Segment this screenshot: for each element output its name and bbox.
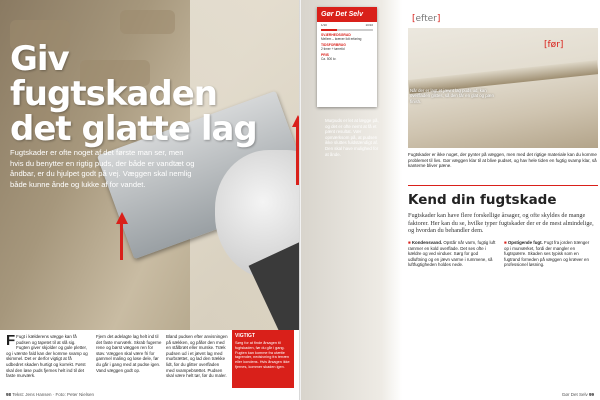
photo-caption-below: Fugtskader er ikke noget, der pynter på væggen, men med det rigtige materiale kan du komme problemet til livs. Gør væggen klar til at blive pudset, og hav hele tiden en fugtig svamp klar, så kanterne bliver pæne. — [408, 152, 597, 169]
divider — [408, 185, 598, 186]
column-text: Fjern det ødelagte lag helt ind til det faste murværk. Skrab fugerne rene og børst væggen ren for støv. Væggen skal være fri for gammel maling og løse dele, før du går i gang med at pudse igen. Vand væggen godt op. — [96, 334, 162, 373]
body-column-right-2 — [504, 240, 594, 268]
section-heading: Kend din fugtskade — [408, 192, 557, 208]
footer-credit: Gør Det Selv — [561, 392, 588, 397]
diy-row — [317, 42, 377, 52]
article-headline: Giv fugtskaden det glatte lag — [10, 39, 257, 149]
arrow-up-icon — [116, 212, 128, 224]
bullet-lead: Opstigende fugt. — [507, 240, 543, 245]
diy-row — [317, 32, 377, 42]
body-column-3 — [166, 334, 228, 379]
after-tag-label: efter — [415, 14, 437, 24]
diy-box-title: Gør Det Selv — [317, 7, 377, 22]
dropcap: F — [6, 332, 16, 349]
footer-right — [562, 392, 594, 397]
bullet-lead: Kondensvand. — [411, 240, 443, 245]
page-number: 99 — [588, 392, 594, 397]
important-title: VIGTIGT — [235, 333, 255, 339]
important-box — [232, 330, 294, 388]
diy-row — [317, 52, 377, 62]
diy-row-text: 2 timer + tørretid — [321, 47, 345, 51]
diy-row-label: TIDSFORBRUG — [321, 43, 346, 47]
photo-caption: Når der er lagt et jævnt lag puds ud, kan overfladen glittes, så den får en glat og pæn finish. — [410, 88, 494, 104]
footer-left — [6, 392, 94, 397]
diy-row-label: PRIS — [321, 53, 329, 57]
before-tag: [før] — [544, 40, 564, 50]
important-text: Sørg for at finde årsagen til fugtskaden, før du går i gang. Fugten kan komme fra utætte tagrender, nedsivning fra terræn eller kondens. Hvis årsagen ikke fjernes, kommer skaden igen. — [235, 341, 290, 369]
photo-caption: Murpuds er let at lægge på, og det er ofte nemt at få et pænt resultat. Vær opmærksom på, at pudsen ikke sluttes fuldstændigt af. Den skal have mulighed for at ånde. — [325, 118, 379, 157]
footer-credit: Tekst: Jens Hansen · Foto: Peter Nielsen — [12, 392, 94, 397]
diy-info-box — [317, 7, 377, 107]
after-tag: [efter] — [412, 14, 441, 24]
difficulty-scale-labels — [317, 22, 377, 28]
column-text: Fugt i kælderens vægge kan få pudsen og tapetet til at slå sig. Fugten giver skjolder og gule pletter, og i værste fald kan der komme svamp og skimmel. Det er derfor vigtigt at få udbedret skaden hurtigt og korrekt. Først skal den løse puds fjernes helt ind til det faste murværk. — [6, 334, 88, 379]
difficulty-fill — [321, 29, 337, 31]
scale-max: 10/10 — [365, 23, 373, 27]
section-intro: Fugtskader kan have flere forskellige årsager, og ofte skyldes de mange faktorer. Her kan du se, hvilke typer fugtskader der er de mest almindelige, og hvordan du behandler dem. — [408, 212, 594, 235]
column-text: Fugt fra jorden trænger op i murværket, fordi der mangler en fugtspærre. Skaden ses typisk som en fugtrand forneden på væggen og kræver en professionel løsning. — [504, 240, 590, 268]
bullet-icon: ■ — [408, 240, 411, 245]
bullet-icon: ■ — [504, 240, 507, 245]
diy-row-text: Mellem – kræver lidt erfaring — [321, 37, 362, 41]
page-number: 98 — [6, 392, 12, 397]
body-column-right-1 — [408, 240, 498, 268]
column-text: Opstår når varm, fugtig luft rammer en kold overflade. Det ses ofte i kældre og ved vinduer. Sørg for god udluftning og en jævn varme i rummene, så luftfugtigheden holdes nede. — [408, 240, 496, 268]
arrow-stem — [120, 222, 123, 260]
body-column-1 — [6, 334, 90, 379]
diy-row-label: SVÆRHEDSGRAD — [321, 33, 351, 37]
scale-min: 1/10 — [321, 23, 327, 27]
diy-row-text: Ca. 500 kr. — [321, 57, 337, 61]
before-tag-label: før — [547, 40, 560, 50]
article-lead: Fugtskader er ofte noget af det første man ser, men hvis du benytter en rigtig puds, der både er vandtæt og åndbar, er du hjulpet godt på vej. Væggen skal nemlig både kunne ånde og lukke af for vandet. — [10, 148, 195, 189]
page-gutter — [299, 0, 301, 400]
difficulty-scale — [321, 29, 373, 31]
stone-shape — [120, 10, 175, 34]
column-text: Bland pudsen efter anvisningen på sækken, og påfør den med en stålbræt eller murske. Træk pudsen ud i et jævnt lag med murbrættet, og lad den trække lidt, før du glitter overfladen med svampebrættet. Pudsen skal være helt tør, før du maler. — [166, 334, 228, 379]
body-column-2 — [96, 334, 162, 373]
